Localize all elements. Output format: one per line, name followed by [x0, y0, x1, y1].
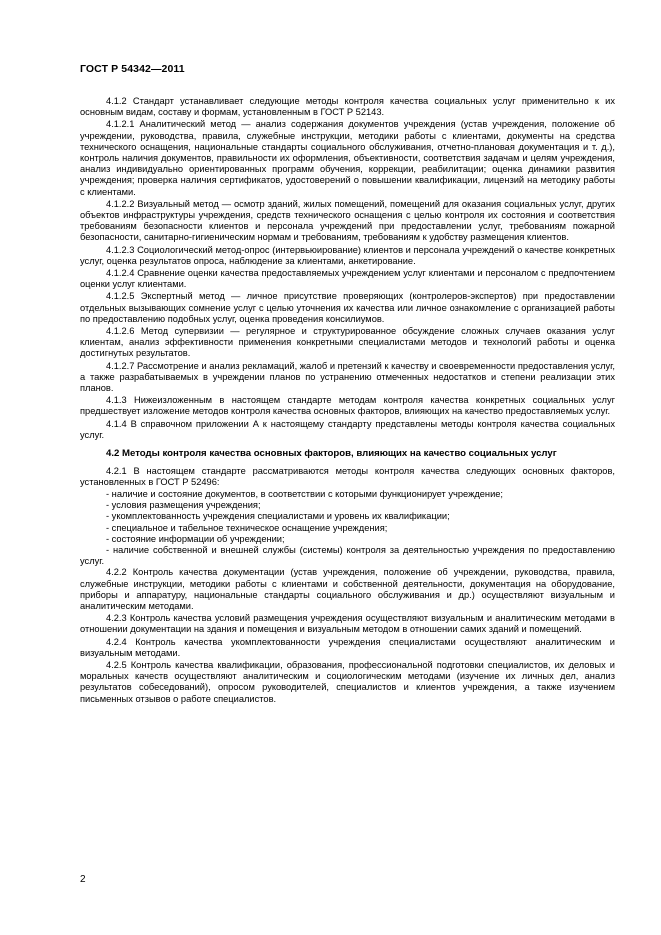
- list-item: - наличие собственной и внешней службы (системы) контроля за деятельностью учреждения по предоставлению услуг.: [80, 545, 615, 567]
- list-item: - укомплектованность учреждения специалистами и уровень их квалификации;: [106, 511, 450, 522]
- paragraph-4-2-3: 4.2.3 Контроль качества условий размещения учреждения осуществляют визуальным и аналитическим методами в отношении документации на здания и помещения и визуальным методом в отношении самих зданий и помещений.: [80, 613, 615, 635]
- paragraph-4-1-2-3: 4.1.2.3 Социологический метод-опрос (интервьюирование) клиентов и персонала учреждений о качестве конкретных услуг, оценка результатов опроса, наблюдение за клиентами, анкетирование.: [80, 244, 615, 266]
- paragraph-4-1-2-2: 4.1.2.2 Визуальный метод — осмотр зданий, жилых помещений, помещений для оказания социальных услуг, других объектов инфраструктуры учреждения, средств технического оснащения с целью контроля их состояния и соответствия требованиям безопасности клиентов и персонала учреждений при предоставлении услуг, требованиям пожарной безопасности, санитарно-гигиеническим нормам и требованиям, требованиям к удобству размещения клиентов.: [80, 198, 615, 243]
- paragraph-4-1-4: 4.1.4 В справочном приложении А к настоящему стандарту представлены методы контроля качества социальных услуг.: [80, 418, 615, 440]
- paragraph-4-1-3: 4.1.3 Нижеизложенным в настоящем стандарте методам контроля качества конкретных социальных услуг предшествует изложение методов контроля качества основных факторов, влияющих на качество предоставляемых услуг.: [80, 395, 615, 417]
- factors-list: [80, 489, 615, 567]
- list-item: - условия размещения учреждения;: [106, 500, 261, 511]
- paragraph-4-1-2-1: 4.1.2.1 Аналитический метод — анализ содержания документов учреждения (устав учреждения, положение об учреждении, руководства, правила, служебные инструкции, методики работы с клиентами, документы на средства технического оснащения, национальные стандарты социального обслуживания, отчетно-плановая документация и т. д.), контроль наличия документов, правильности их оформления, объективности, соответствия задачам и целям учреждения, анализ индивидуально ориентированных программ обучения, коррекции, реабилитации; оценка динамики развития учреждения; проверка наличия сертификатов, удостоверений о повышении квалификации, лицензий на методику работы с клиентами.: [80, 119, 615, 197]
- paragraph-4-2-1: 4.2.1 В настоящем стандарте рассматриваются методы контроля качества следующих основных факторов, установленных в ГОСТ Р 52496:: [80, 465, 615, 487]
- list-item: - наличие и состояние документов, в соответствии с которыми функционирует учреждение;: [106, 489, 504, 499]
- paragraph-4-2-5: 4.2.5 Контроль качества квалификации, образования, профессиональной подготовки специалистов, их деловых и моральных качеств осуществляют аналитическим и социологическим методами (изучение их личных дел, анализ результатов собеседований), опросом руководителей, специалистов и клиентов учреждения, а также изучением письменных отзывов о работе специалистов.: [80, 660, 615, 704]
- paragraph-4-2-4: 4.2.4 Контроль качества укомплектованности учреждения специалистами осуществляют аналитическим и визуальным методами.: [80, 636, 615, 658]
- document-header: ГОСТ Р 54342—2011: [80, 63, 185, 75]
- page-number: 2: [80, 874, 86, 885]
- paragraph-4-1-2-4: 4.1.2.4 Сравнение оценки качества предоставляемых учреждением услуг клиентами и персоналом с предпочтением оценки услуг клиентами.: [80, 268, 615, 290]
- section-heading-4-2: 4.2 Методы контроля качества основных факторов, влияющих на качество социальных услуг: [106, 448, 557, 460]
- paragraph-4-1-2-5: 4.1.2.5 Экспертный метод — личное присутствие проверяющих (контролеров-экспертов) при предоставлении отдельных вызывающих сомнение услуг с целью уточнения их качества или личное ознакомление с организацией работы по предоставлению подобных услуг, оценка проведения консилиумов.: [80, 291, 615, 324]
- paragraph-4-1-2-7: 4.1.2.7 Рассмотрение и анализ рекламаций, жалоб и претензий к качеству и своевременности предоставления услуг, а также разрабатываемых в учреждении планов по устранению отмеченных недостатков и степени реализации этих планов.: [80, 360, 615, 394]
- paragraph-4-1-2-6: 4.1.2.6 Метод супервизии — регулярное и структурированное обсуждение сложных случаев оказания услуг клиентам, анализ эффективности применения конкретными специалистами методов и технологий работы и оценка достигнутых результатов.: [80, 326, 615, 359]
- paragraph-4-1-2: 4.1.2 Стандарт устанавливает следующие методы контроля качества социальных услуг применительно к их основным видам, составу и формам, установленным в ГОСТ Р 52143.: [80, 96, 615, 118]
- document-body: [80, 96, 615, 706]
- list-item: - состояние информации об учреждении;: [106, 533, 285, 544]
- list-item: - специальное и табельное техническое оснащение учреждения;: [106, 522, 388, 533]
- paragraph-4-2-2: 4.2.2 Контроль качества документации (устав учреждения, положение об учреждении, руководства, правила, служебные инструкции, методики работы с клиентами и собственной деятельности, документация на оборудование, приборы и аппаратуру, национальные стандарты социального обслуживания и др.) осуществляют визуальным и аналитическим методами.: [80, 567, 615, 612]
